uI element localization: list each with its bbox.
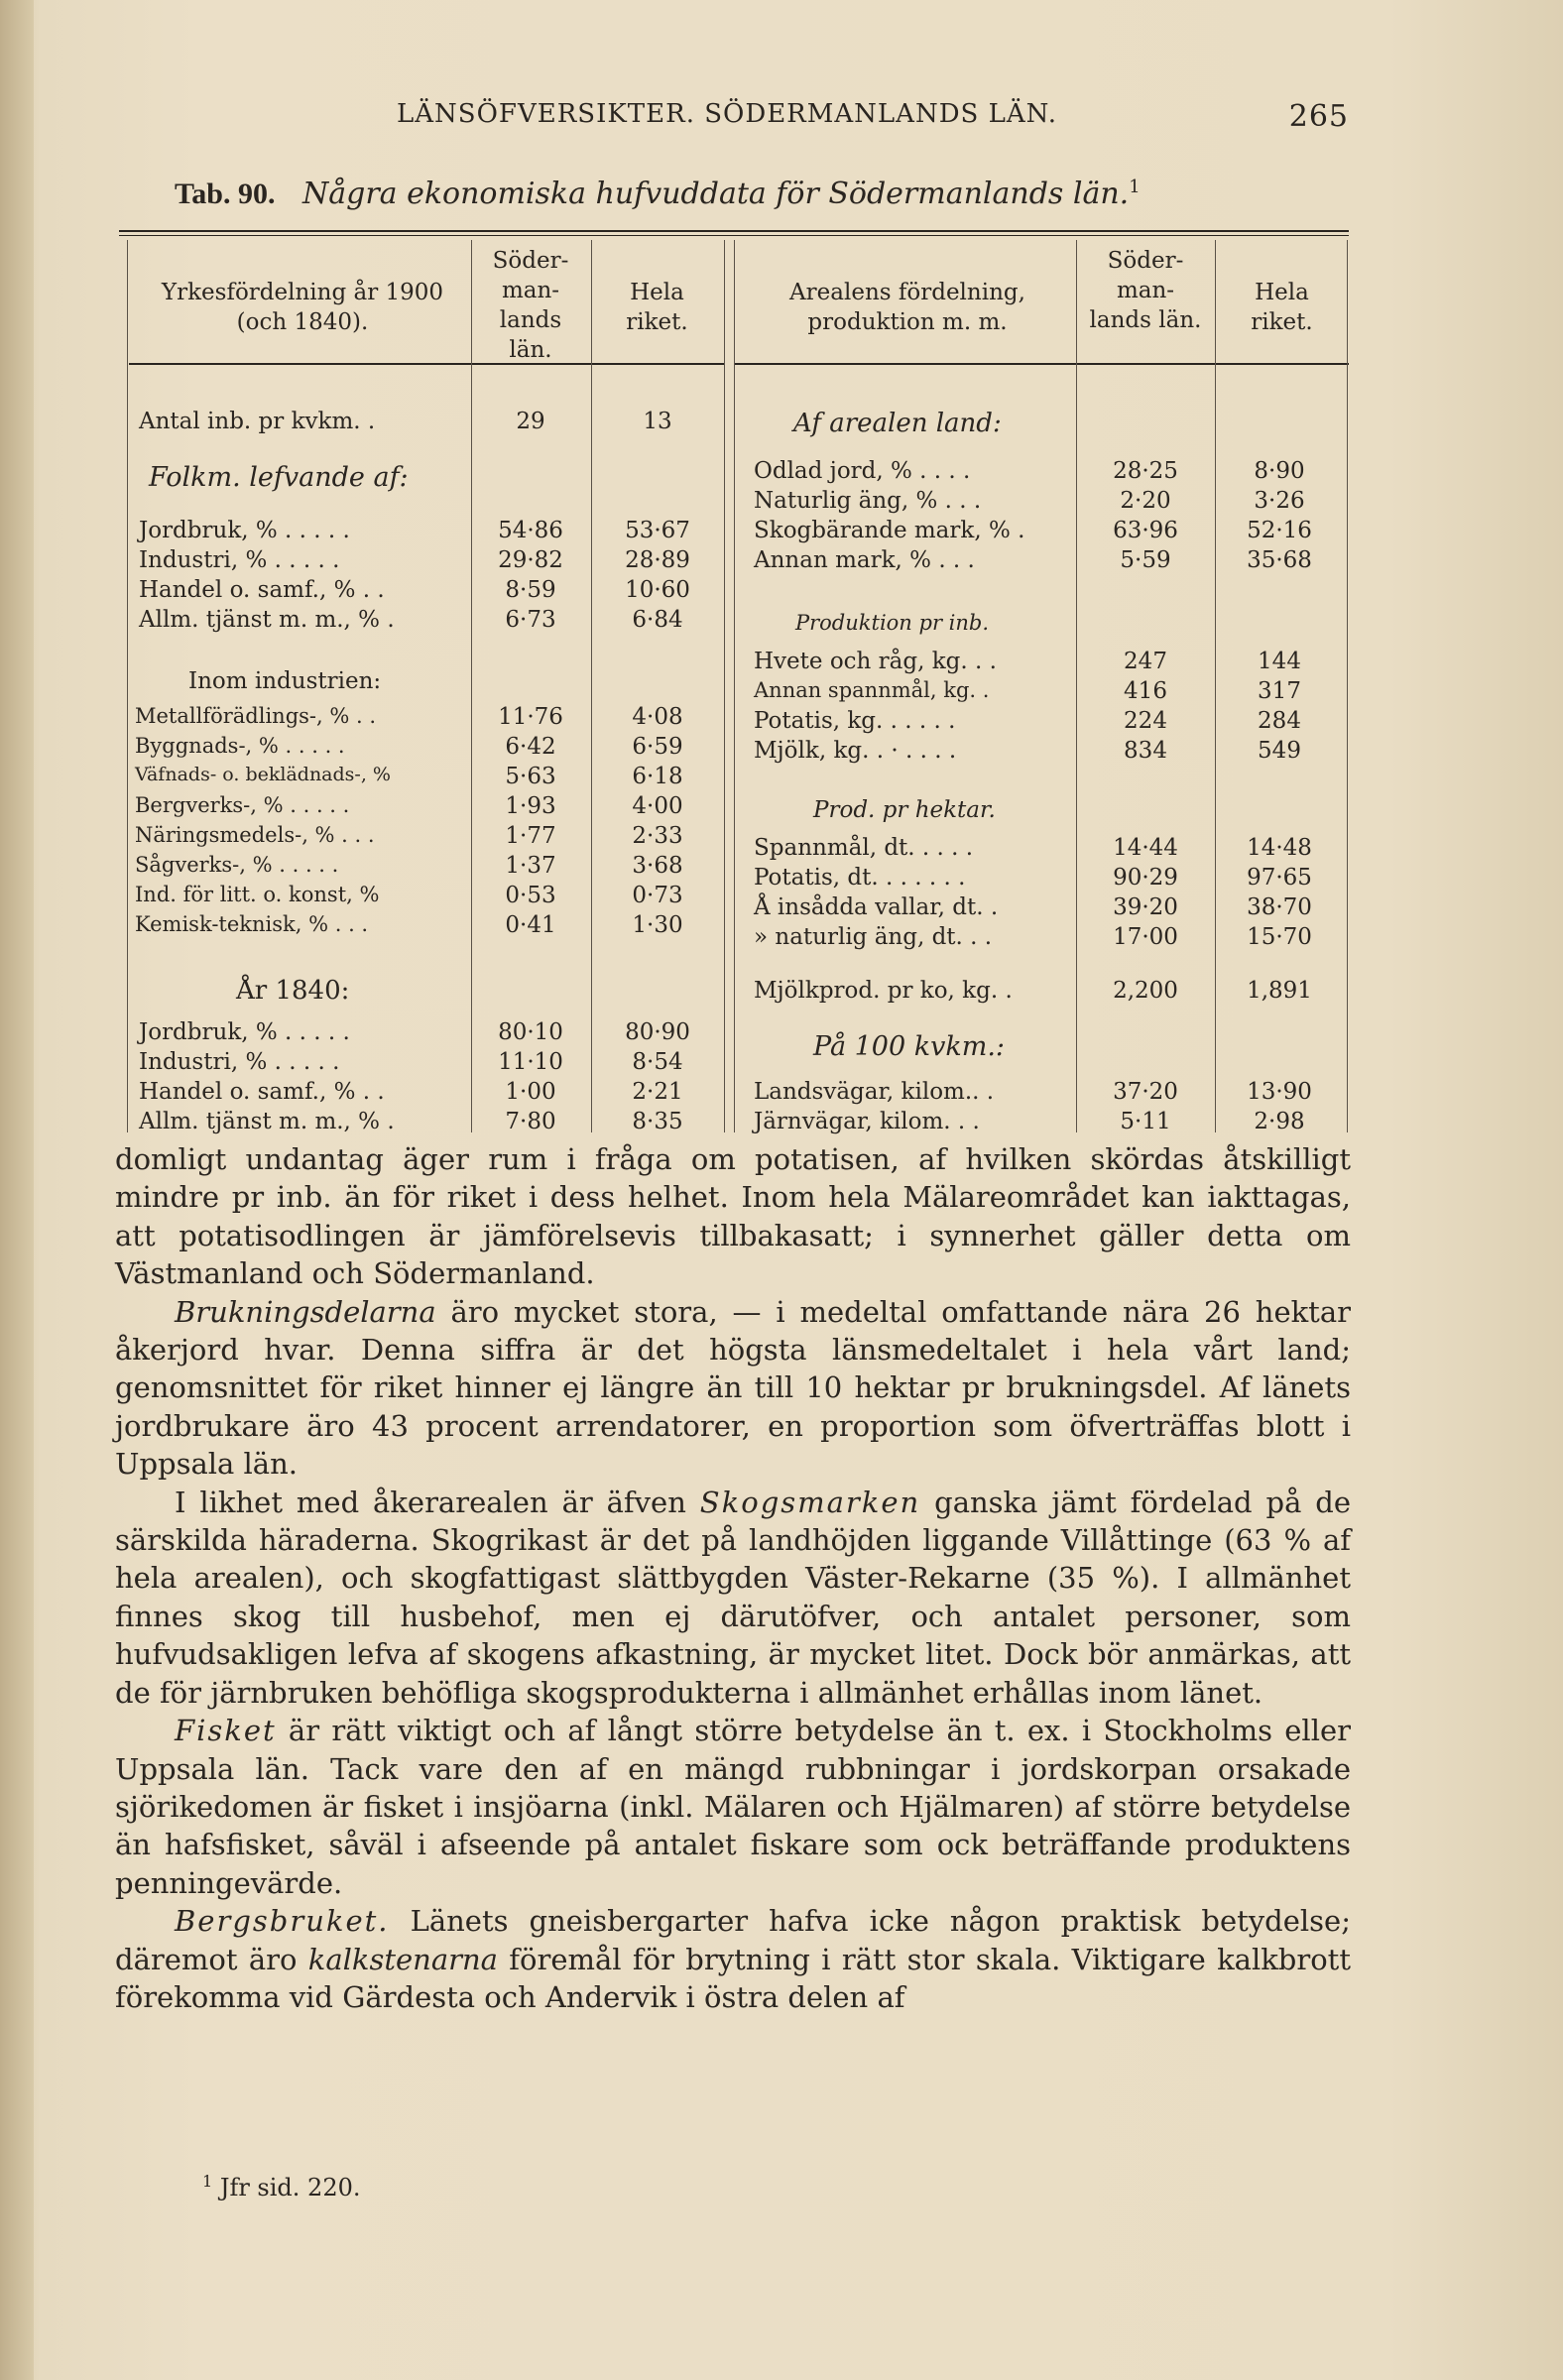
left-row-value-lan: 29·82 (498, 547, 563, 573)
right-header-sodermanland: Söder- man- lands län. (1089, 248, 1202, 333)
footnote-mark: 1 (202, 2172, 213, 2191)
left-row-value-lan: 5·63 (505, 764, 556, 789)
left-row-value-lan: 6·42 (505, 734, 556, 760)
right-row-label: Naturlig äng, % . . . (754, 488, 982, 514)
left-row-value-riket: 3·68 (632, 853, 683, 879)
left-row-value-lan: 1·77 (505, 823, 556, 849)
right-row-label: Potatis, kg. . . . . . (754, 708, 956, 734)
left-row-value-riket: 2·33 (632, 823, 683, 849)
right-row-value-riket: 97·65 (1247, 865, 1312, 891)
right-row-value-lan: 2,200 (1113, 978, 1178, 1004)
right-row-label: Skogbärande mark, % . (754, 518, 1025, 543)
right-row-value-lan: 224 (1124, 708, 1167, 734)
right-row-value-riket: 15·70 (1247, 924, 1312, 950)
right-row-value-riket: 1,891 (1247, 978, 1312, 1004)
right-row-value-lan: 63·96 (1113, 518, 1178, 543)
right-row-label: Annan spannmål, kg. . (754, 678, 990, 702)
left-row-label: Metallförädlings-, % . . (135, 704, 377, 728)
right-row-value-lan: 39·20 (1113, 894, 1178, 920)
left-row-value-lan: 1·93 (505, 793, 556, 819)
left-row-label: Industri, % . . . . . (139, 547, 340, 573)
right-row-value-lan: 90·29 (1113, 865, 1178, 891)
left-row-label: Ind. för litt. o. konst, % (135, 883, 380, 906)
lead-brukningsdelarna: Brukningsdelarna (175, 1294, 436, 1329)
left-row-label: Allm. tjänst m. m., % . (139, 1109, 395, 1134)
right-row-value-lan: 14·44 (1113, 835, 1178, 861)
left-row-value-riket: 13 (643, 409, 672, 434)
table-title: Några ekonomiska hufvuddata för Södermanlands län. (302, 177, 1130, 211)
left-row-label: Handel o. samf., % . . (139, 1079, 385, 1105)
right-row-value-riket: 38·70 (1247, 894, 1312, 920)
emphasis-kalkstenarna: kalkstenarna (307, 1942, 498, 1976)
left-row-value-riket: 10·60 (625, 577, 690, 603)
caption-note-mark: 1 (1129, 177, 1141, 197)
right-row-value-lan: 17·00 (1113, 924, 1178, 950)
right-row-label: Odlad jord, % . . . . (754, 458, 971, 484)
left-row-value-riket: 0·73 (632, 883, 683, 908)
table-label: Tab. 90. (175, 178, 276, 210)
right-row-value-riket: 8·90 (1254, 458, 1305, 484)
lead-bergsbruket: Bergsbruket. (175, 1904, 390, 1939)
paragraph-brukningsdelar (115, 1293, 1351, 1484)
right-row-value-riket: 14·48 (1247, 835, 1312, 861)
right-row-label: Spannmål, dt. . . . . (754, 835, 974, 861)
right-row-label: Annan mark, % . . . (754, 547, 975, 573)
left-section-label: Folkm. lefvande af: (149, 462, 409, 493)
left-row-label: Allm. tjänst m. m., % . (139, 607, 395, 633)
left-row-value-riket: 53·67 (625, 518, 690, 543)
left-row-value-riket: 2·21 (632, 1079, 683, 1105)
left-header-category: Yrkesfördelning år 1900 (och 1840). (161, 280, 444, 335)
right-row-value-riket: 549 (1258, 738, 1301, 764)
left-row-value-riket: 6·18 (632, 764, 683, 789)
right-row-value-lan: 2·20 (1120, 488, 1171, 514)
running-head (119, 99, 1349, 139)
right-row-value-riket: 13·90 (1247, 1079, 1312, 1105)
lead-fisket: Fisket (175, 1714, 277, 1748)
paragraph-bergsbruket (115, 1902, 1351, 2016)
paragraph-text: Länets gneisbergarter hafva icke någon praktisk betydelse; däremot äro (115, 1904, 1351, 1976)
right-row-value-lan: 5·59 (1120, 547, 1171, 573)
right-section-label: Produktion pr inb. (795, 611, 990, 635)
right-row-label: Mjölk, kg. . · . . . . (754, 738, 957, 764)
left-row-value-lan: 1·37 (505, 853, 556, 879)
right-row-label: Å insådda vallar, dt. . (754, 894, 999, 920)
economic-data-table (119, 230, 1349, 1142)
right-row-value-riket: 2·98 (1254, 1109, 1305, 1134)
left-row-value-lan: 29 (516, 409, 545, 434)
left-section-label: Inom industrien: (188, 668, 382, 694)
right-row-label: Mjölkprod. pr ko, kg. . (754, 978, 1013, 1004)
left-row-value-riket: 80·90 (625, 1019, 690, 1045)
paragraph-text: äro mycket stora, — i medeltal omfattande nära 26 hektar åkerjord hvar. Denna siffra är det högsta länsmedeltalet i hela vårt land; genomsnittet för riket hinner ej längre än till 10 hektar pr brukningsdel. Af länets jordbrukare äro 43 procent arrendatorer, en proportion som öfverträffas blott i Uppsala län. (115, 1294, 1351, 1482)
left-row-value-riket: 8·54 (632, 1049, 683, 1075)
left-row-value-lan: 8·59 (505, 577, 556, 603)
right-row-label: Potatis, dt. . . . . . . (754, 865, 966, 891)
paragraph-fisket (115, 1712, 1351, 1902)
left-row-label: Byggnads-, % . . . . . (135, 734, 345, 758)
left-row-value-lan: 54·86 (498, 518, 563, 543)
left-row-value-lan: 6·73 (505, 607, 556, 633)
footnote (202, 2172, 360, 2202)
right-header-riket: Hela riket. (1251, 280, 1313, 335)
body-line: mindre pr inb. än för riket i dess helhet. Inom hela Mälareområdet kan (115, 1180, 1195, 1215)
right-row-value-lan: 28·25 (1113, 458, 1178, 484)
body-line: detta om Västmanland och Södermanland. (115, 1218, 1352, 1291)
right-row-value-lan: 5·11 (1120, 1109, 1171, 1134)
left-section-label: År 1840: (236, 976, 350, 1006)
left-row-value-riket: 28·89 (625, 547, 690, 573)
right-row-value-riket: 3·26 (1254, 488, 1305, 514)
right-section-label: Prod. pr hektar. (813, 797, 996, 823)
page-edge (0, 0, 34, 2380)
right-row-label: » naturlig äng, dt. . . (754, 924, 993, 950)
right-header-category: Arealens fördelning, produktion m. m. (789, 280, 1025, 335)
left-row-label: Antal inb. pr kvkm. . (139, 409, 376, 434)
left-row-value-riket: 4·00 (632, 793, 683, 819)
body-line: domligt undantag äger rum i fråga om potatisen, af hvilken skördas åtskilligt (115, 1142, 1351, 1176)
left-row-label: Väfnads- o. beklädnads-, % (135, 764, 391, 785)
body-line: iakttagas, att potatisodlingen är jämförelsevis tillbakasatt; i synnerhet gäller (115, 1180, 1352, 1252)
right-row-value-riket: 317 (1258, 678, 1301, 704)
right-row-value-riket: 284 (1258, 708, 1301, 734)
left-header-sodermanland: Söder- man- lands län. (492, 248, 569, 363)
paragraph-text: ganska jämt fördelad på de särskilda häraderna. Skogrikast är det på landhöjden liggande Villåttinge (63 % af hela arealen), och skogfattigast slättbygden Väster-Rekarne (35 %). I allmänhet finnes skog till husbehof, men ej därutöfver, och antalet personer, som hufvudsakligen lefva af skogens afkastning, är mycket litet. Dock bör anmärkas, att de för järnbruken behöfliga skogsprodukterna i allmänhet erhållas inom länet. (115, 1485, 1351, 1710)
right-row-value-riket: 144 (1258, 649, 1301, 674)
left-row-label: Jordbruk, % . . . . . (139, 1019, 350, 1045)
right-row-value-lan: 834 (1124, 738, 1167, 764)
left-row-value-lan: 0·41 (505, 912, 556, 938)
table-caption (175, 177, 1365, 211)
right-row-value-lan: 37·20 (1113, 1079, 1178, 1105)
left-row-value-riket: 4·08 (632, 704, 683, 730)
left-row-label: Bergverks-, % . . . . . (135, 793, 350, 817)
paragraph-text: föremål för brytning i rätt stor skala. Viktigare kalkbrott förekomma vid Gärdesta och Andervik i östra delen af (115, 1942, 1351, 2014)
right-row-label: Landsvägar, kilom.. . (754, 1079, 995, 1105)
left-header-riket: Hela riket. (626, 280, 688, 335)
continued-paragraph (115, 1140, 1351, 1293)
running-head-title: LÄNSÖFVERSIKTER. SÖDERMANLANDS LÄN. (397, 99, 1058, 129)
left-row-value-lan: 1·00 (505, 1079, 556, 1105)
left-row-value-lan: 80·10 (498, 1019, 563, 1045)
right-row-label: Hvete och råg, kg. . . (754, 649, 997, 674)
left-row-label: Industri, % . . . . . (139, 1049, 340, 1075)
left-row-label: Handel o. samf., % . . (139, 577, 385, 603)
right-row-value-riket: 52·16 (1247, 518, 1312, 543)
right-row-label: Järnvägar, kilom. . . (754, 1109, 980, 1134)
body-text (115, 1140, 1351, 2016)
footnote-text: Jfr sid. 220. (219, 2174, 361, 2202)
paragraph-skogsmarken (115, 1484, 1351, 1712)
left-row-label: Näringsmedels-, % . . . (135, 823, 375, 847)
left-row-label: Jordbruk, % . . . . . (139, 518, 350, 543)
right-section-label: På 100 kvkm.: (813, 1031, 1006, 1062)
page-number: 265 (1288, 99, 1349, 134)
right-row-value-lan: 247 (1124, 649, 1167, 674)
left-row-value-riket: 6·59 (632, 734, 683, 760)
left-row-label: Sågverks-, % . . . . . (135, 853, 339, 877)
left-row-value-riket: 6·84 (632, 607, 683, 633)
left-row-value-lan: 0·53 (505, 883, 556, 908)
right-section-label: Af arealen land: (793, 409, 1002, 438)
paragraph-text: I likhet med åkerarealen är äfven (175, 1485, 700, 1519)
lead-skogsmarken: Skogsmarken (699, 1485, 921, 1519)
left-row-value-riket: 8·35 (632, 1109, 683, 1134)
left-row-label: Kemisk-teknisk, % . . . (135, 912, 369, 936)
left-row-value-riket: 1·30 (632, 912, 683, 938)
left-row-value-lan: 11·76 (498, 704, 563, 730)
right-row-value-lan: 416 (1124, 678, 1167, 704)
left-row-value-lan: 7·80 (505, 1109, 556, 1134)
right-row-value-riket: 35·68 (1247, 547, 1312, 573)
paragraph-text: är rätt viktigt och af långt större betydelse än t. ex. i Stockholms eller Uppsala län. Tack vare den af en mängd rubbningar i jordskorpan orsakade sjörikedomen är fisket i insjöarna (inkl. Mälaren och Hjälmaren) af större betydelse än hafsfisket, såväl i afseende på antalet fiskare som ock beträffande produktens penningevärde. (115, 1714, 1351, 1900)
left-row-value-lan: 11·10 (498, 1049, 563, 1075)
